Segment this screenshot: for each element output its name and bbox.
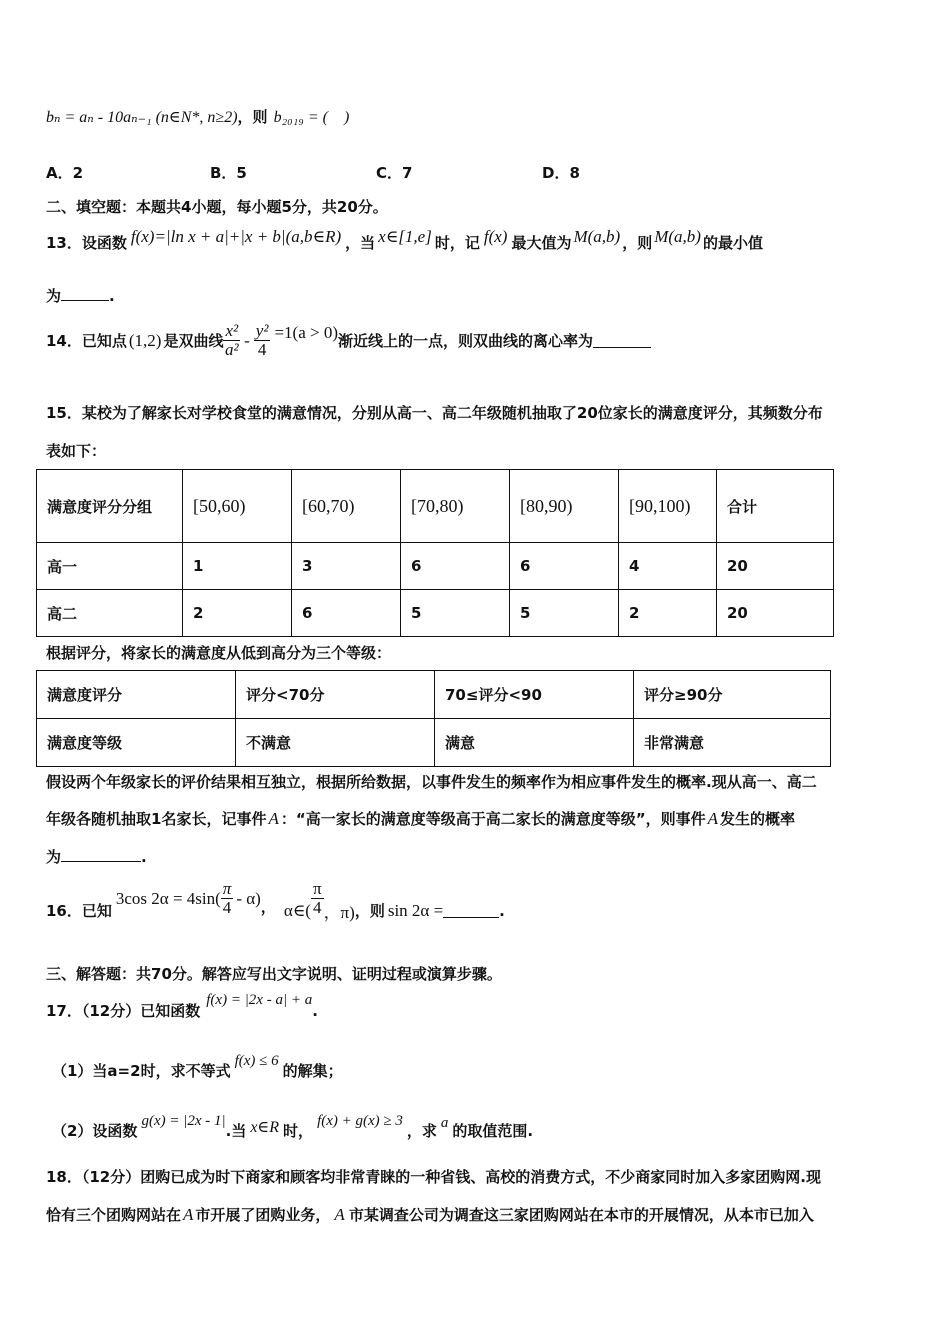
table-cell: 不满意 (236, 719, 435, 767)
table-cell: 满意 (435, 719, 634, 767)
q17-p2a-var: a (440, 1115, 449, 1131)
q15-p2a: 年级各随机抽取1名家长，记事件 (46, 810, 267, 828)
q16-sin: sin 2α = (387, 900, 444, 920)
q13-when: ，当 (345, 234, 376, 252)
table-cell: 3 (292, 543, 401, 590)
q12-option-c: C．7 (376, 164, 413, 182)
q16-answer-blank[interactable] (443, 903, 499, 918)
q14-four: 4 (257, 340, 267, 359)
q14-minus: - (244, 330, 250, 350)
q15-p2c: 发生的概率 (719, 810, 795, 828)
table-cell: 6 (401, 543, 510, 590)
q14-tail: 渐近线上的一点，则双曲线的离心率为 (338, 332, 594, 350)
q17-lead: 17．（12分）已知函数 (46, 1002, 201, 1020)
q14-answer-blank[interactable] (593, 333, 651, 348)
q13-line2-text: 为 (46, 287, 62, 305)
q13-answer-blank[interactable] (61, 286, 109, 301)
table-cell: 满意度等级 (37, 719, 236, 767)
q16-pi2: π (312, 879, 322, 898)
q15-line1: 15．某校为了解家长对学校食堂的满意情况，分别从高一、高二年级随机抽取了20位家长的满意度评分，其频数分布 (46, 404, 823, 422)
q14-eq: =1(a > 0) (274, 322, 338, 342)
q17-part1 (52, 1053, 343, 1081)
q18-l2c: 市某调查公司为调查这三家团购网站在本市的开展情况，从本市已加入 (348, 1206, 814, 1224)
q14-y2: y² (255, 321, 269, 340)
q17-p2c: 时， (283, 1122, 314, 1140)
q13-M2: M(a,b) (654, 227, 701, 246)
table-cell: 合计 (717, 470, 834, 543)
q18-city-a: A (183, 1205, 194, 1224)
table-cell: 2 (619, 590, 717, 637)
q12-option-d: D．8 (542, 164, 580, 182)
q13-maxis: 最大值为 (511, 234, 572, 252)
q16-rhs: - α) (236, 888, 261, 908)
q13-tail: 的最小值 (702, 234, 763, 252)
q15-event-a2: A (707, 809, 718, 828)
q14-line (46, 322, 651, 359)
table-cell: 70≤评分<90 (435, 671, 634, 719)
q18-l2b: 市开展了团购业务， (195, 1206, 331, 1224)
table-cell: 20 (717, 590, 834, 637)
q14-a2: a² (224, 340, 239, 359)
q13-range: x∈[1,e] (378, 227, 432, 246)
table-cell: 满意度评分 (37, 671, 236, 719)
q14-point: (1,2) (128, 330, 162, 350)
q16-line (46, 879, 505, 922)
q15-line2: 表如下： (46, 442, 107, 460)
q14-mid: 是双曲线 (163, 332, 224, 350)
q13-then: ，则 (622, 234, 653, 252)
table-cell: 评分≥90分 (634, 671, 831, 719)
table-cell: 4 (619, 543, 717, 590)
grade-table (36, 670, 831, 767)
q12-option-b: B．5 (210, 164, 247, 182)
q15-p3-text: 为 (46, 848, 62, 866)
table-row (37, 470, 834, 543)
q14-frac-y (254, 322, 271, 359)
q13-line1 (46, 227, 763, 253)
table-cell: 2 (183, 590, 292, 637)
table-row (37, 671, 831, 719)
q17-p2g: g(x) = |2x - 1| (141, 1113, 226, 1129)
q15-p2 (46, 808, 795, 829)
q12-then: ，则 (237, 108, 268, 126)
q16-four: 4 (222, 898, 232, 917)
q17-end: . (312, 1002, 318, 1020)
q16-pi: π (222, 879, 232, 898)
q16-then: ，则 (354, 902, 385, 920)
table-cell: [80,90) (510, 470, 619, 543)
q18-city-a2: A (334, 1205, 345, 1224)
q12-target: b₂₀₁₉ = ( ) (273, 109, 350, 126)
q16-alpha: α∈( (283, 900, 311, 920)
q18-l2a: 恰有三个团购网站在 (46, 1206, 182, 1224)
q16-lhs: 3cos 2α = 4sin( (115, 888, 221, 908)
q14-x2: x² (225, 321, 239, 340)
q12-formula: bₙ = aₙ - 10aₙ₋₁ (n∈N*, n≥2) (46, 109, 238, 126)
q14-lead: 14．已知点 (46, 332, 127, 350)
q15-mid: 根据评分，将家长的满意度从低到高分为三个等级： (46, 644, 392, 662)
q17-p2b: .当 (225, 1122, 247, 1140)
q17-p2a: （2）设函数 (52, 1122, 138, 1140)
q15-p2b: ：“高一家长的满意度等级高于高二家长的满意度等级”，则事件 (280, 810, 706, 828)
table-cell: [60,70) (292, 470, 401, 543)
table-cell: 6 (292, 590, 401, 637)
q17-p1a: （1）当a=2时，求不等式 (52, 1062, 231, 1080)
q16-lead: 16．已知 (46, 902, 112, 920)
table-row (37, 543, 834, 590)
table-cell: [50,60) (183, 470, 292, 543)
table-cell: [90,100) (619, 470, 717, 543)
q16-range: ，π) (323, 903, 355, 922)
q12-line (46, 104, 349, 127)
q17-p2d: ，求 (406, 1122, 437, 1140)
q17-part2 (52, 1113, 534, 1141)
table-cell: 高一 (37, 543, 183, 590)
table-cell: 高二 (37, 590, 183, 637)
frequency-table (36, 469, 834, 637)
q13-M: M(a,b) (573, 227, 621, 246)
q18-line2 (46, 1204, 814, 1225)
table-cell: [70,80) (401, 470, 510, 543)
table-cell: 5 (401, 590, 510, 637)
table-cell: 评分<70分 (236, 671, 435, 719)
q17-p1f: f(x) ≤ 6 (234, 1053, 279, 1069)
table-cell: 1 (183, 543, 292, 590)
q13-fx: f(x) (483, 227, 508, 246)
q13-function: f(x)=|ln x + a|+|x + b|(a,b∈R) (130, 227, 342, 246)
table-row (37, 590, 834, 637)
q17-p2x: x∈R (250, 1119, 280, 1136)
table-cell: 5 (510, 590, 619, 637)
q16-frac2 (311, 880, 324, 917)
table-cell: 满意度评分分组 (37, 470, 183, 543)
section2-heading: 二、填空题：本题共4小题，每小题5分，共20分。 (46, 198, 388, 216)
q17-p2e: 的取值范围. (452, 1122, 534, 1140)
table-cell: 6 (510, 543, 619, 590)
section3-heading: 三、解答题：共70分。解答应写出文字说明、证明过程或演算步骤。 (46, 965, 502, 983)
table-cell: 非常满意 (634, 719, 831, 767)
q14-frac-x (223, 322, 240, 359)
q15-end: . (141, 848, 147, 866)
q15-event-a: A (268, 809, 279, 828)
q17-function: f(x) = |2x - a| + a (206, 992, 313, 1008)
q17-p1b: 的解集； (282, 1062, 343, 1080)
q15-p3 (46, 846, 147, 867)
table-row (37, 719, 831, 767)
q13-end: . (109, 287, 115, 305)
q16-end: . (499, 901, 505, 920)
q16-comma: ， (260, 898, 276, 916)
q12-option-a: A．2 (46, 164, 84, 182)
q16-frac (221, 880, 234, 917)
q16-four2: 4 (313, 898, 322, 917)
q17-line (46, 992, 318, 1021)
q15-p1: 假设两个年级家长的评价结果相互独立，根据所给数据，以事件发生的频率作为相应事件发生的概率.现从高一、高二 (46, 773, 817, 791)
q15-answer-blank[interactable] (61, 847, 141, 862)
q13-line2 (46, 285, 115, 306)
q17-p2ineq: f(x) + g(x) ≥ 3 (317, 1113, 403, 1129)
table-cell: 20 (717, 543, 834, 590)
q13-lead: 13．设函数 (46, 234, 127, 252)
q18-line1: 18．（12分）团购已成为时下商家和顾客均非常青睐的一种省钱、高校的消费方式，不少商家同时加入多家团购网.现 (46, 1168, 821, 1186)
q13-time: 时，记 (434, 234, 480, 252)
